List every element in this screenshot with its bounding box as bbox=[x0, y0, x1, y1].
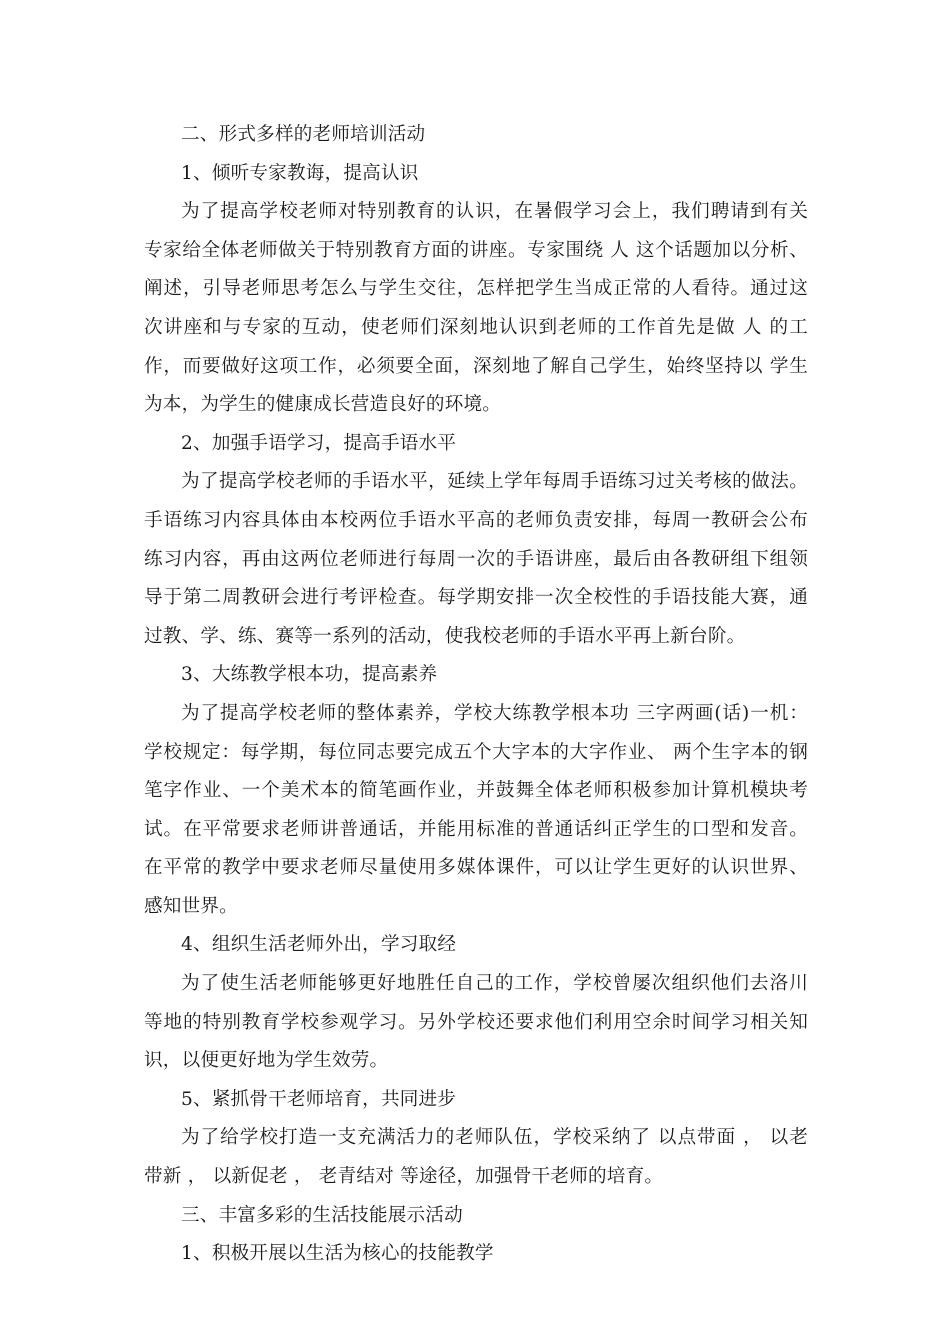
text-line: 为了提高学校老师的整体素养，学校大练教学根本功 三字两画(话)一机： bbox=[181, 702, 808, 724]
text-line: 4、组织生活老师外出，学习取经 bbox=[181, 934, 457, 956]
text-line: 学校规定：每学期，每位同志要完成五个大字本的大字作业、 两个生字本的钢 bbox=[144, 741, 808, 763]
text-line: 识，以便更好地为学生效劳。 bbox=[144, 1050, 389, 1072]
text-line: 试。在平常要求老师讲普通话，并能用标准的普通话纠正学生的口型和发音。 bbox=[144, 818, 808, 840]
text-line: 为了使生活老师能够更好地胜任自己的工作，学校曾屡次组织他们去洛川 bbox=[181, 973, 808, 995]
text-line: 为了给学校打造一支充满活力的老师队伍，学校采纳了 以点带面 ， 以老 bbox=[181, 1127, 808, 1149]
text-line: 为本，为学生的健康成长营造良好的环境。 bbox=[144, 394, 502, 416]
text-line: 2、加强手语学习，提高手语水平 bbox=[181, 432, 457, 454]
document-body bbox=[144, 116, 808, 1274]
text-line: 等地的特别教育学校参观学习。另外学校还要求他们利用空余时间学习相关知 bbox=[144, 1011, 808, 1033]
text-line: 作，而要做好这项工作，必须要全面，深刻地了解自己学生，始终坚持以 学生 bbox=[144, 355, 808, 377]
text-line: 过教、学、练、赛等一系列的活动，使我校老师的手语水平再上新台阶。 bbox=[144, 625, 746, 647]
text-line: 笔字作业、一个美术本的简笔画作业，并鼓舞全体老师积极参加计算机模块考 bbox=[144, 780, 808, 802]
text-line: 二、形式多样的老师培训活动 bbox=[181, 124, 426, 145]
text-line: 导于第二周教研会进行考评检查。每学期安排一次全校性的手语技能大赛，通 bbox=[144, 587, 808, 609]
text-line: 练习内容，再由这两位老师进行每周一次的手语讲座，最后由各教研组下组领 bbox=[144, 548, 808, 570]
text-line: 为了提高学校老师对特别教育的认识，在暑假学习会上，我们聘请到有关 bbox=[181, 201, 808, 223]
text-line: 次讲座和与专家的互动，使老师们深刻地认识到老师的工作首先是做 人 的工 bbox=[144, 316, 808, 338]
text-line: 带新 ， 以新促老 ， 老青结对 等途径，加强骨干老师的培育。 bbox=[144, 1166, 664, 1188]
text-line: 1、积极开展以生活为核心的技能教学 bbox=[181, 1243, 494, 1265]
text-line: 专家给全体老师做关于特别教育方面的讲座。专家围绕 人 这个话题加以分析、 bbox=[144, 239, 808, 261]
text-line: 为了提高学校老师的手语水平，延续上学年每周手语练习过关考核的做法。 bbox=[181, 471, 808, 493]
text-line: 三、丰富多彩的生活技能展示活动 bbox=[181, 1204, 463, 1226]
text-line: 阐述，引导老师思考怎么与学生交往，怎样把学生当成正常的人看待。通过这 bbox=[144, 278, 808, 300]
text-line: 感知世界。 bbox=[144, 895, 238, 917]
text-line: 在平常的教学中要求老师尽量使用多媒体课件，可以让学生更好的认识世界、 bbox=[144, 857, 808, 879]
text-line: 5、紧抓骨干老师培育，共同进步 bbox=[181, 1088, 457, 1110]
text-line: 1、倾听专家教诲，提高认识 bbox=[181, 162, 419, 184]
text-line: 手语练习内容具体由本校两位手语水平高的老师负责安排，每周一教研会公布 bbox=[144, 509, 808, 531]
text-line: 3、大练教学根本功，提高素养 bbox=[181, 664, 438, 686]
